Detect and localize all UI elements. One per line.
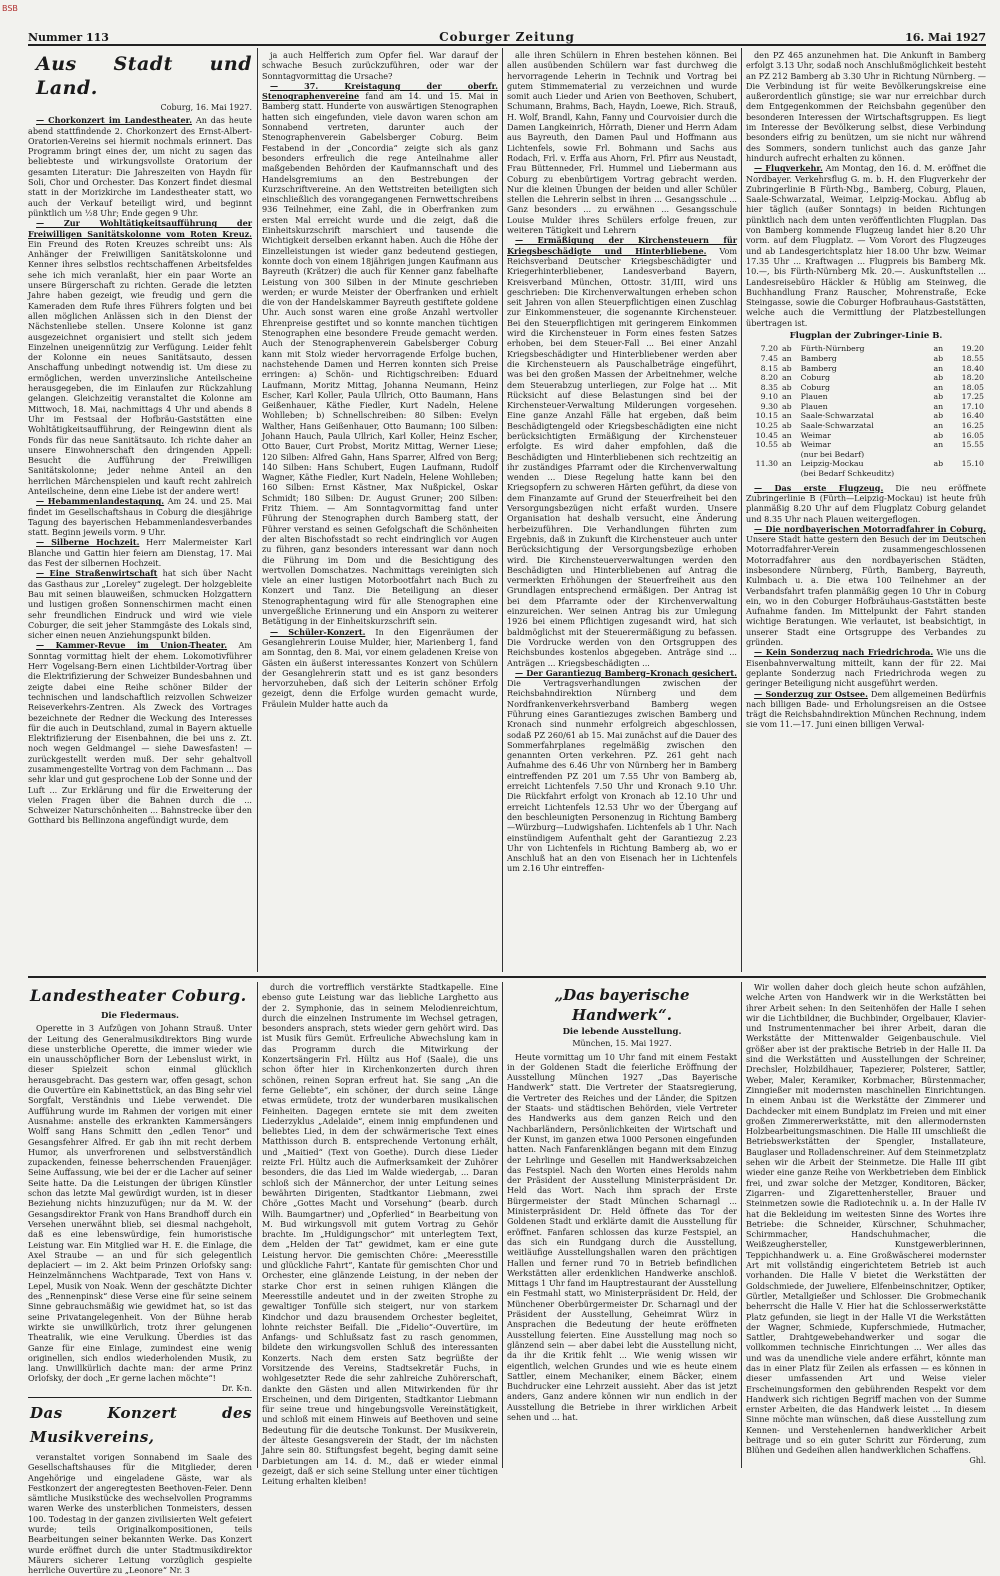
library-stamp: BSB: [2, 4, 18, 13]
article-headline: — Eine Straßenwirtschaft: [36, 568, 158, 579]
flugplan-table: [746, 344, 986, 478]
music-club-text: veranstaltet vorigen Sonnabend im Saale des Gesellschaftshauses für die Mitglieder, deren Angehörige und eingeladene Gäste, war als Festkonzert der angeregtesten Beethoven-Feier. Denn sämtliche Musikstücke des wechselvollen Programms waren Werke des unsterblichen Tonmeisters, dessen 100. Todestag in der ganzen zivilisierten Welt gefeiert wurde; teils Originalkompositionen, teils Bearbeitungen seiner bekannten Werke. Das Konzert wurde eröffnet durch die unter Stadtmusikdirektor Mäurers sicherer Leitung vorzüglich gespielte herrliche Ouvertüre zu „Leonore“ Nr. 3: [28, 1451, 252, 1576]
flugplan-row: [746, 364, 986, 374]
theater-review: [28, 982, 252, 1576]
column-3: [507, 50, 737, 972]
article-headline: — Kein Sonderzug nach Friedrichroda.: [754, 647, 934, 658]
article-divider: [28, 1397, 252, 1398]
flugplan-row: [746, 354, 986, 364]
article-text: fand am 14. und 15. Mai in Bamberg statt. Hunderte von auswärtigen Stenographen hatten sich eingefunden, viele davon waren schon am Sonnabend vertreten, darunter auch der Stenographenverein Gabelsberger Coburg. Beim Festabend in der „Concordia“ zeigte sich als ganz besonders erfreulich die rege Anteilnahme aller maßgebenden Behörden der Kaufmannschaft und des Handelsgremiums an den Bestrebungen der Kurzschriftvereine. An den Wettstreiten beteiligten sich einschließlich des vorangegangenen Fernwettschreibens 936 Teilnehmer, eine Zahl, die in Oberfranken zum ersten Mal erreicht wurde und die zeigt, daß die Einheitskurzschrift marschiert und tausende die Wichtigkeit derselben erkannt haben. Auch die Höhe der Einzelleistungen ist wieder ganz bedeutend gestiegen, konnte doch von einem 18jährigen jungen Kaufmann aus Bayreuth (Krätzer) die auch für Kenner ganz fabelhafte Leistung von 300 Silben in der Minute geschrieben werden; er wurde Meister der Oberfranken und erhielt die von der Handelskammer Bayreuth gestiftete goldene Uhr. Auch sonst waren eine große Anzahl wertvoller Ehrenpreise gestiftet und so konnte manchen tüchtigen Stenographen eine besondere Freude gemacht werden. Auch der Stenographenverein Gabelsberger Coburg kann mit Stolz wieder hervorragende Erfolge buchen, nachstehende Damen und Herren konnten sich Preise erringen: a) Schön- und Richtigschreiben: Eduard Laufmann, Moritz Mittag, Johanna Neumann, Heinz Escher, Karl Koller, Paula Ullrich, Otto Baumann, Hans Geißenhauer, Käthe Fiedler, Kurt Nadeln, Helene Wohlleben; b) Schnellschreiben: 80 Silben: Evelyn Walther, Hans Geißenhauer, Otto Baumann; 100 Silben: Johann Hauch, Paula Ullrich, Karl Koller, Heinz Escher, Otto Bauer, Curt Probst, Moritz Mittag, Werner Liese; 120 Silben: Alfred Gahn, Hans Sparrer, Alfred von Berg; 140 Silben: Hans Schubert, Eugen Laufmann, Rudolf Wagner, Käthe Fiedler, Kurt Nadeln, Helene Wohlleben; 160 Silben: Ernst Kästner, Max Nußpickel, Oskar Schmidt; 180 Silben: Dr. August Gruner; 200 Silben: Fritz Thiem. — Am Sonntagvormittag fand unter Führung der Stenographen durch Bamberg statt, der Führer verstand es seinen Gefolgschaft die Schönheiten der alten Bischofsstadt so recht eindringlich vor Augen zu führen, ganz besonders interessant war dann noch die Führung im Dom und die Besichtigung des wertvollen Domschatzes. Nachmittags vereinigten sich viele an einer lustigen Motorbootfahrt nach Buch zu Konzert und Tanz. Die Beteiligung an dieser Stenographentagung wird für alle Stenographen eine unvergeßliche Erinnerung und ein Ansporn zu weiterer Betätigung in der Einheitskurzschrift sein.: [262, 91, 498, 627]
flugplan-title: Flugplan der Zubringer-Linie B.: [789, 331, 943, 342]
flugplan-arr-label: [932, 450, 951, 460]
concert-text: durch die vortrefflich verstärkte Stadtkapelle. Eine ebenso gute Leistung war das liebliche Larghetto aus der 2. Symphonie, das in seinem Melodienreichtum, durch die einzelnen Instrumente im Wechsel getragen, besonders ansprach, stets wieder gern gehört wird. Das ist Musik fürs Gemüt. Erfreuliche Abwechslung kam in das Programm durch die Mitwirkung der Konzertsängerin Frl. Hültz aus Hof (Saale), die uns schon öfter hier in Kirchenkonzerten durch ihren schönen, reinen Sopran erfreut hat. Sie sang „An die ferne Geliebte“, ein schöner, der durch seine Länge etwas ermüdete, trotz der wunderbaren musikalischen Feinheiten. Dagegen erntete sie mit dem zweiten Liederzyklus „Adelaide“, einem innig empfundenen und beliebtes Lied, in dem der schwärmerische Text eines Matthisson durch B. entsprechende Vertonung erhält, und „Maitied“ (Text von Goethe). Durch diese Lieder reizte Frl. Hültz auch die Aufmerksamkeit der Zuhörer besonders, die das Lied im Walde wiedergab, ... Daran schloß sich der Männerchor, der unter Leitung seines bewährten Dirigenten, Stadtkantor Liebmann, zwei Chöre „Gottes Macht und Vorsehung“ (bearb. durch Wilh. Baumgartner) und „Opferlied“ in Bearbeitung von M. Bud wirkungsvoll mit gutem Vortrag zu Gehör brachte. Im „Huldigungschor“ mit unterlegtem Text, dem „Helden der Tat“ gewidmet, kam er eine gute Leistung hervor. Die gemischten Chöre: „Meeresstille und glückliche Fahrt“, Kantate für gemischten Chor und Orchester, eine glänzende Leistung, in der neben der starke Chor erst in seinen ruhigen Klängen die Meeresstille andeutet und in der zweiten Strophe zu gewaltiger Tonfülle sich steigert, nur von starkem Kindchor und dazu brausendem Orchester begleitet, lohnte reichster Beifall. Die „Fidelio“-Ouvertüre, im Anfangs- und Schlußsatz fast zu rasch genommen, bildete den wirkungsvollen Schluß des interessanten Konzerts. Nach dem ersten Satz begrüßte der Vorsitzende des Vereins, Stadtsekretär Fuchs, in wohlgesetzter Rede die sehr zahlreiche Zuhörerschaft, dankte den Gästen und allen Mitwirkenden für ihr Erscheinen, und dem Dirigenten, Stadtkantor Liebmann für seine treue und hingebungsvolle Vereinstätigkeit, und schloß mit einem Hinweis auf Beethoven und seine Bedeutung für die deutsche Tonkunst. Der Musikverein, der älteste Gesangsverein der Stadt, der im nächsten Jahre sein 80. Stiftungsfest begeht, beging damit seine Darbietungen am 14. d. M., daß er wieder einmal gezeigt, daß er sich seine Stellung unter einer tüchtigen Leitung erhalten kleiben!: [262, 982, 498, 1487]
flugplan-place: Coburg: [800, 382, 830, 392]
dateline: Coburg, 16. Mai 1927.: [160, 103, 252, 112]
article-headline: — Die nordbayerischen Motorradfahrer in Coburg.: [754, 523, 986, 534]
flugplan-arr-label: an: [933, 363, 944, 373]
flugplan-dep: 7.45: [760, 353, 778, 363]
article-headline: — Der Garantiezug Bamberg–Kronach gesichert.: [515, 667, 737, 678]
flugplan-row: [746, 344, 986, 354]
article-headline: — Kammer-Revue im Union-Theater.: [36, 640, 228, 651]
article-headline: — Schüler-Konzert.: [270, 626, 366, 637]
handwerk-signature: Ghl.: [969, 1455, 986, 1465]
handwerk-dateline: München, 15. Mai 1927.: [572, 1039, 672, 1049]
article-text: Wie uns die Eisenbahnverwaltung mitteilt, kann der für 22. Mai geplante Sonderzug nach Friedrichroda wegen zu geringer Beteiligung nicht ausgeführt werden.: [746, 647, 987, 689]
article-paragraph: [746, 524, 986, 648]
column-2: [262, 50, 498, 972]
flugplan-place: Bamberg: [800, 363, 837, 373]
flugplan-dep: 9.30: [760, 401, 778, 411]
article-text: Herr Malermeister Karl Blanche und Gattin hier feiern am Dienstag, 17. Mai das Fest der silbernen Hochzeit.: [28, 537, 252, 569]
newspaper-page: [28, 28, 987, 1576]
flugplan-dep: 10.55: [755, 440, 778, 450]
flugplan-fromto: an: [782, 392, 792, 402]
article-text: Ein Freund des Roten Kreuzes schreibt uns: Als Anhänger der Freiwilligen Sanitätskolonne und Kenner ihres selbstlos rechtschaffenen Arbeitsfeldes sehe ich mich veranlaßt, hier ein paar Worte an unsere Bürgerschaft zu richten. Gerade die letzten Jahre haben gezeigt, wie freudig und gern die Kameraden dem Rufe ihres Führers folgten und bei allen möglichen Anlässen sich in den Dienst der Nächstenliebe stellen. Unsere Kolonne ist ganz ausgezeichnet organisiert und stellt sich jedem Einzelnen uneigennützig zur Verfügung. Leider fehlt der Kolonne ein neues Sanitätsauto, dessen Anschaffung unbedingt notwendig ist. Um diese zu ermöglichen, werden unverzinsliche Anteilscheine herausgegeben, die im Einlaufen zur Rückzahlung gelangen. Gleichzeitig veranstaltet die Kolonne am Mittwoch, 18. Mai, nachmittags 4 Uhr und abends 8 Uhr im Festsaal der Hofbräu-Gaststätten eine Wohltätigkeitsaufführung, der Reingewinn dient als Fonds für das neue Sanitätsauto. Ich richte daher an unsere Einwohnerschaft den dringenden Appell: Besucht die Aufführung der Freiwilligen Sanitätskolonne; jeder nehme Anteil an den herrlichen Märchenspielen und kauft recht zahlreich Anteilscheine, denn eine Liebe ist der andere wert!: [28, 238, 252, 496]
flugplan-row: [746, 373, 986, 383]
flugplan-row: [746, 392, 986, 402]
column-rule: [257, 48, 258, 972]
column-4: [746, 50, 986, 972]
article-paragraph: [262, 50, 498, 81]
flugplan-place: Saale-Schwarzatal: [800, 411, 874, 421]
flugplan-dep: 8.20: [760, 373, 778, 383]
flugplan-arr: 18.20: [961, 373, 984, 383]
flugplan-dep: 8.15: [760, 363, 778, 373]
flugplan-row: [746, 402, 986, 412]
flugplan-row: [746, 450, 986, 460]
flugplan-fromto: [780, 450, 799, 460]
article-paragraph: [746, 647, 986, 688]
article-headline: — 37. Kreistagung der oberfr. Stenographenvereine: [262, 80, 498, 102]
flugplan-dep: 9.10: [760, 392, 778, 402]
article-text: Am Sonntag vormittag hielt der ehem. Lokomotivführer Herr Vogelsang-Bern einen Lichtbilder-Vortrag über die Elektrifizierung der Schweizer Bundesbahnen und zeigte dabei eine Reihe schöner Bilder der technischen und landschaftlich reizvollen Schweizer Reiseverkehrs-Zentren. Als Zweck des Vortrages bezeichnete der Redner die Weckung des Interesses für die auch in Deutschland, zumal in Bayern aktuelle Elektrifizierung der Eisenbahnen, die bei uns z. Zt. noch wegen Geldmangel — siehe Dawesfasten! — zurückgestellt werden muß. Der sehr gehaltvoll zusammengestellte Vortrag von dem Fachmann ... Das sehr klar und gut gesprochene Lob der Sonne und der Luft ... Zur Erklärung und für die Erweiterung der vielen Fragen über die Bahnen durch die ... Schweizer Naturschönheiten ... Bahnstrecke über den Gotthard bis Bellinzona angefündigt wurde, dem: [28, 640, 252, 826]
article-text: hat sich über Nacht das Gasthaus zur „Loreley“ zugelegt. Der holzgebleite Bau mit seinen blauweißen, schmucken Holzgattern und lustigen großen Sonnenschirmen macht einen sehr freundlichen Eindruck und wird wie viele Coburger, die seit jeher Stammgäste des Lokals sind, sicher einen neuen Anziehungspunkt bilden.: [28, 568, 252, 641]
flugplan-dep: 11.30: [755, 459, 778, 469]
article-text: Unsere Stadt hatte gestern den Besuch der im Deutschen Motorradfahrer-Verein zusammengeschlossenen Motorradfahrer aus den nordbayerischen Städten, insbesondere Nürnberg, Fürth, Bamberg, Bayreuth, Kulmbach u. a. Die etwa 100 Teilnehmer an der Verbandsfahrt trafen planmäßig gegen 10 Uhr in Coburg ein, wo in den Coburger Hofbräuhaus-Gaststätten beste Aufnahme fanden. Im Mittelpunkt der Fahrt standen wichtige Beratungen. Wie verlautet, ist beabsichtigt, in unserer Stadt eine Ortsgruppe des Verbandes zu gründen.: [746, 534, 986, 648]
theater-subtitle: Die Fledermaus.: [101, 1011, 179, 1021]
article-paragraph: [28, 537, 252, 568]
flugplan-arr: 18.05: [961, 382, 984, 392]
flugplan-arr-label: ab: [933, 392, 944, 402]
flugplan-place: Weimar: [800, 440, 831, 450]
flugplan-place: Leipzig-Mockau: [800, 459, 864, 469]
article-paragraph: [262, 627, 498, 709]
article-text: Die Vertragsverhandlungen zwischen der Reichsbahndirektion Nürnberg und dem Nordfrankenverkehrsverband Bamberg wegen Führung eines Garantiezuges zwischen Bamberg und Kronach sind nunmehr erfolgreich abgeschlossen, sodaß PZ 260/61 ab 15. Mai zunächst auf die Dauer des Sommerfahrplanes regelmäßig zwischen den genannten Orten verkehren. PZ. 261 geht nach Aufnahme des 6.46 Uhr von Nürnberg her in Bamberg eintreffenden PZ 201 um 7.55 Uhr von Bamberg ab, erreicht Lichtenfels 7.50 Uhr und Kronach 9.10 Uhr. Die Rückfahrt erfolgt von Kronach ab 12.10 Uhr und erreicht Lichtenfels 12.53 Uhr wo der Übergang auf den beschleunigten Personenzug in Richtung Bamberg—Würzburg—Ludwigshafen. Lichtenfels ab 1 Uhr. Nach einstündigem Aufenthalt geht der Garantiezug 2.23 Uhr von Lichtenfels in Richtung Bamberg ab, wo er Anschluß hat an den von Eisenach her in Lichtenfels um 2.16 Uhr eintreffen-: [507, 678, 737, 874]
flugplan-fromto: an: [782, 411, 792, 421]
theater-signature: Dr. K-n.: [221, 1383, 252, 1393]
flugplan-arr-label: an: [933, 440, 944, 450]
article-paragraph: [28, 496, 252, 537]
issue-number: Nummer 113: [28, 31, 109, 44]
flugplan-fromto: an: [782, 373, 792, 383]
flugplan-arr-label: ab: [933, 411, 944, 421]
article-text: ja auch Helfferich zum Opfer fiel. War darauf der schwache Besuch zurückzuführen, oder war der Sonntagvormittag die Ursache?: [262, 50, 498, 81]
flugplan-row: [746, 459, 986, 469]
article-paragraph: [746, 483, 986, 524]
flugplan-row: [746, 431, 986, 441]
flugplan-dep: [746, 469, 780, 479]
flugplan-arr: 18.40: [961, 363, 984, 373]
flugplan-row: [746, 421, 986, 431]
flugplan-place: Fürth-Nürnberg: [800, 344, 865, 354]
flugplan-place: Plauen: [800, 392, 828, 402]
flugplan-dep: [746, 450, 780, 460]
music-club-title: Das Konzert des Musikvereins,: [30, 1403, 252, 1446]
flugplan-fromto: an: [782, 353, 792, 363]
article-headline: — Das erste Flugzeug.: [754, 482, 884, 493]
flugplan-arr-label: an: [933, 382, 944, 392]
flugplan-arr-label: an: [933, 344, 944, 354]
flugplan-row: [746, 469, 986, 479]
column-rule: [741, 48, 742, 972]
flugplan-fromto: ab: [782, 440, 792, 450]
article-paragraph: [28, 115, 252, 218]
flugplan-arr: 18.55: [961, 353, 984, 363]
concert-continued: [262, 982, 498, 1487]
article-paragraph: [28, 568, 252, 640]
flugplan-dep: 10.45: [755, 430, 778, 440]
handwerk-text: Heute vormittag um 10 Uhr fand mit einem Festakt in der Goldenen Stadt die feierliche Eröffnung der Ausstellung München 1927 „Das Bayerische Handwerk“ statt. Die Vertreter der Staatsregierung, die Vertreter des Reiches und der Länder, die Spitzen der Staats- und städtischen Behörden, viele Vertreter des Handwerks aus dem ganzen Reich und den Nachbarländern, Persönlichkeiten der Wirtschaft und der Kunst, im ganzen etwa 1000 Personen eingefunden hatten. Nach Fanfarenklängen begann mit dem Einzug der Lehrlinge und Gesellen mit Handwerksabzeichen das Festspiel. Nach den Worten eines Herolds nahm der Präsident der Ausstellung Ministerpräsident Dr. Held das Wort. Nach ihm sprach der Erste Bürgermeister der Stadt München Scharnagl ... Ministerpräsident Dr. Held öffnete das Tor der Goldenen Stadt und erklärte damit die Ausstellung für eröffnet. Fanfaren schlossen das kurze Festspiel, an das sich ein Rundgang durch die Ausstellung, weitläufige Ausstellungshallen waren den prächtigen Hallen und ferner rund 70 in Betrieb befindlichen Werkstätten aller erdenklichen Handwerke anschloß. Mittags 1 Uhr fand im Hauptrestaurant der Ausstellung ein Festmahl statt, wo Ministerpräsident Dr. Held, der Münchener Oberbürgermeister Dr. Scharnagl und der Präsident der Ausstellung, Geheimrat Würz in Ansprachen die Bedeutung der heute eröffneten Ausstellung feierten. Eine Ausstellung mag noch so glänzend sein — aber dabei lebt die Ausstellung nicht, da ihr die Kritik fehlt ... Wie wenig wissen wir eigentlich, welchen Grundes und wie es heute einem Sattler, einem Mechaniker, einem Bäcker, einem Buchdrucker eine Lehrzeit aussieht. Aber das ist jetzt anders, Ganz andere können wir nun endlich in der Ausstellung die Betriebe in ihrer wirklichen Arbeit sehen und ... hat.: [507, 1051, 737, 1422]
flugplan-place: Weimar: [800, 430, 831, 440]
newspaper-name: Coburger Zeitung: [439, 30, 575, 44]
flugplan-arr: 16.25: [961, 421, 984, 431]
flugplan-place: Saale-Schwarzatal: [800, 421, 874, 431]
handwerk-article-continued: [746, 982, 986, 1468]
column-rule: [741, 982, 742, 1468]
column-rule: [502, 982, 503, 1468]
article-headline: — Ermäßigung der Kirchensteuern für Kriegsbeschädigte und Hinterbliebene.: [507, 235, 737, 256]
flugplan-place: Plauen: [800, 401, 828, 411]
flugplan-dep: 10.15: [755, 411, 778, 421]
article-paragraph: [746, 50, 986, 163]
article-paragraph: [28, 640, 252, 825]
section-title: Aus Stadt und Land.: [36, 53, 252, 99]
article-text: Am 24. und 25. Mai findet im Gesellschaftshaus in Coburg die diesjährige Tagung des bayerischen Hebammenlandesverbandes statt. Beginn jeweils vorm. 9 Uhr.: [28, 496, 252, 538]
flugplan-arr: 15.55: [961, 440, 984, 450]
flugplan-dep: 10.25: [755, 421, 778, 431]
flugplan-arr-label: ab: [933, 430, 944, 440]
article-text: Die neu eröffnete Zubringerlinie B (Fürth—Leipzig-Mockau) ist heute früh planmäßig 8.20 Uhr auf dem Flugplatz Coburg gelandet und 8.35 Uhr nach Plauen weitergeflogen.: [746, 482, 986, 524]
flugplan-arr: [950, 469, 986, 479]
issue-date: 16. Mai 1927: [905, 31, 986, 44]
theater-title: Landestheater Coburg.: [30, 986, 247, 1005]
flugplan-place: (bei Bedarf Schkeuditz): [800, 469, 895, 479]
article-text: Vom Reichsverband Deutscher Kriegsbeschädigter und Kriegerhinterbliebener, Landesverband Bayern, Kreisverband München, Ottostr. 31/III, wird uns geschrieben: Die Kirchenverwaltungen erheben schon seit Jahren von allen Steuerpflichtigen einen Zuschlag zur Einkommensteuer, die sogenannte Kirchensteuer. Bei den Steuerpflichtigen mit geringerem Einkommen wird die Kirchensteuer in Form eines festen Satzes erhoben, bei dem Steuer-Fall ... Bei einer Anzahl Kriegsbeschädigter und Hinterbliebener werden aber die Kirchensteuern als Pauschalbeträge eingeführt, was bei den großen Massen der Arbeitnehmer, welche dem Steuerabzug unterliegen, zur Folge hat ... Mit Rücksicht auf diese Belastungen sind bei der Kirchensteuer-Verwaltung Milderungen vorgesehen. Eine ganze Anzahl Fälle hat ergeben, daß beim Beschädigtengeld oder Kriegsbeschädigten eine nicht berücksichtigten Ermäßigung der Kirchensteuer erfolgte. Es wird daher empfohlen, daß die Beschädigten und Hinterbliebenen sich rechtzeitig an ihr zuständiges Pfarramt oder die Kirchenverwaltung wenden ... Diese Regelung hatte kann bei den Kriegsopfern zu schweren Härten geführt, da diese von dem Finanzamte auf Grund der Steuerfreiheit bei den Versorgungsbezügen nicht erfaßt wurden. Unsere Organisation hat deshalb versucht, eine Änderung herbeizuführen. Die Verhandlungen führten zum Ergebnis, daß in Zukunft die Kirchensteuer auch unter Berücksichtigung der Versorgungsbezüge erhoben wird. Die Kirchensteuerverwaltungen werden den Beschädigten und Hinterbliebenen auf Antrag die vermerkten Erhöhungen der Steuerfreiheit aus den Grundlagen entsprechend ermäßigen. Der Antrag ist bei dem Pfarramte oder der Kirchenverwaltung einzureichen. Wer seinen Antrag bis zur Umlegung 1926 bei einem Pflichtigen zugesandt wird, hat sich baldmöglichst mit der Steuerermäßigung zu befassen. Die Vordrucke werden von den Ortsgruppen des Reichsbundes kostenlos abgegeben. Anträge sind ... Anträgen ... Kriegsbeschädigten ...: [507, 245, 737, 668]
theater-text: Operette in 3 Aufzügen von Johann Strauß. Unter der Leitung des Generalmusikdirektors Bing wurde diese unsterbliche Operette, die immer wieder wie ein unausschöpflicher Born der Lebenslust wirkt, in dieser Spielzeit schon einmal glücklich herausgebracht. Das gestern war, offen gesagt, schon die Ouvertüre ein Kabinettstück, an das Bing sehr viel Sorgfalt, Verständnis und Liebe verwendet. Die Aufführung wurde im Rahmen der vorigen mit einer Ausnahme: anstelle des erkrankten Kammersängers Wolff sang Hans Schmitt den „edlen Tenor“ und Gesangsfehrer Alfred. Er gab ihn mit recht derbem Humor, als unverfrorenen und selbstverständlich zupackenden, feinesse beherrschenden Frauenjäger. Seine Auffassung, wie bei der er die Lacher auf seiner Seite hatte. Da die Leistungen der übrigen Künstler schon das letzte Mal gewürdigt wurden, ist in dieser Beziehung nichts hinzuzufügen; nur da M. W. der Gesangsdirektor Frank von Hans Brandhoff durch ein Versehen unerwähnt blieb, sei diesmal nachgeholt, daß es eine lebenswürdige, fein humoristische Leistung war. Ein Mitglied war H. E. die Einlage, die Axel Straube — an und für sich gelegentlich deplaciert — im 2. Akt beim Prinzen Orlofsky sang: Heinzelmännchens Wachtparade, Text von Hans v. Lepel, Musik von Noak. Wenn der geschätzte Dichter des „Rennenpinsk“ diese Verse eine für seine seinem Sinne gebrauchsmäßig wie gewidmet hat, so ist das seine Privatangelegenheit. Von der Bühne herab wirkte sie unwillkürlich, trotz ihrer gelungenen Theatralik, wie eine Verulkung. Überdies ist das Ganze für eine Einlage, zumindest eine wenig originellen, sich endlos wiederholenden Musik, zu lang. Unwillkürlich dachte man: der arme Prinz Orlofsky, der doch „Er gerne lachen möchte“!: [28, 1023, 252, 1384]
article-paragraph: [262, 81, 498, 627]
flugplan-arr: 19.20: [961, 344, 984, 354]
flugplan-arr: 17.25: [961, 392, 984, 402]
flugplan-arr-label: [932, 469, 951, 479]
flugplan-fromto: an: [782, 459, 792, 469]
flugplan-fromto: [780, 469, 799, 479]
article-text: An das heute abend stattfindende 2. Chorkonzert des Ernst-Albert-Oratorien-Vereins sei hiermit nochmals erinnert. Das Programm bringt eines der, um nicht zu sagen das beliebteste und wirkungsvollste Oratorium der gesamten Literatur: Die Jahreszeiten von Haydn für Soli, Chor und Orchester. Das Konzert findet diesmal statt in der Morizkirche im Landestheater statt, wo auch der Verkauf beteiligt wird, und beginnt pünktlich um ½8 Uhr; Ende gegen 9 Uhr.: [28, 115, 253, 218]
handwerk-text-2: Wir wollen daher doch gleich heute schon aufzählen, welche Arten von Handwerk wir in die Werkstätten bei ihrer Arbeit sehen: In den Seitenhöfen der Halle I sehen wir die Lichtbildner, die Buchbinder, Orgelbauer, Klavier- und Instrumentenmacher bei ihrer Arbeit, daran die Werkstätte der Mittenwalder Geigenbauschule. Viel größer aber ist der praktische Betrieb in der Halle II. Da sind die Werkstätten und Ausstellungen der Schreiner, Drechsler, Holzbildhauer, Tapezierer, Polsterer, Sattler, Weber, Maler, Keramiker, Korbmacher, Bürstenmacher, Zinngießer mit modernsten maschinellen Einrichtungen. In einem Anbau ist die Werkstätte der Zimmerer und Dachdecker mit einem Bundplatz im Freien und mit einer großen Zimmererwerkstätte, mit den allermodernsten Holzbearbeitungsmaschinen. Die Halle III umschließt die Betriebswerkstätten der Spengler, Installateure, Bauglaser und Rolladenschreiner. Auf dem Steinmetzplatz sehen wir die Arbeit der Steinmetze. Die Halle III gibt wieder eine ganze Reihe von Werkbetrieben dem Einblick frei, und zwar solche der Metzger, Konditoren, Bäcker, Zigarren- und Zigarettenhersteller, Brauer und Steinmetzen sowie die Radiotechnik u. a. In der Halle IV hat die Bekleidung im weitesten Sinne des Wortes ihre Betriebe: die Schneider, Kürschner, Schuhmacher, Schirmmacher, Handschuhmacher, die Weißzeughersteller, Kunstgewerblerinnen, Teppichhandwerk u. a. Eine Großwäscherei modernster Art mit vollständig eingerichtetem Betrieb ist auch vorhanden. Die Halle V bietet die Werkstätten der Goldschmiede, der Juweliere, Elfenbeinschnitzer, Optiker, Gürtler, Metallgießer und Schlosser. Die Grobmechanik beherrscht die Halle V. Hier hat die Schlosserwerkstätte Platz gefunden, sie liegt in der Halle VI die Werkstätten der Wagner, Schmiede, Kupferschmiede, Hutmacher, Sattler, Drahtgewebehandwerker und sogar die vollkommen technische Einrichtungen ... Wer alles das und was da unendliche viele andere erfährt, könnte man das in einer Platz für Zeilen als erfassen — es können in dieser umfassenden Art und Weise vieler Erscheinungsformen den gebührenden Respekt vor dem Handwerk sich richtigen Begriff machen von der Summe ernster Arbeiten, die das Handwerk leistet ... In diesem Sinne möchte man wünschen, daß diese Ausstellung zum Kennen- und Verstehenlernen handwerklicher Arbeit beitrage und so ein guter Schritt zur Förderung, zum Blühen und Gedeihen allen handwerklichen Schaffens.: [746, 982, 986, 1456]
handwerk-article: [507, 982, 737, 1468]
flugplan-place: Coburg: [800, 373, 830, 383]
article-text: den PZ 465 anzunehmen hat. Die Ankunft in Bamberg erfolgt 3.13 Uhr, sodaß noch Anschlußmöglichkeit besteht an PZ 212 Bamberg ab 3.30 Uhr in Richtung Nürnberg. — Die Verbindung ist für weite Bevölkerungskreise eine außerordentlich günstige; sie war nur erreichbar durch dem Entgegenkommen der Reichsbahn gegenüber den besonderen Interessen der Wirtschaftsgruppen. Es liegt im Interesse der Bevölkerung selbst, diese Verbindung besonders eifrig zu benützen, um sie nicht nur während des Sommers, sondern tunlichst auch das ganze Jahr hindurch aufrecht erhalten zu können.: [746, 50, 986, 163]
handwerk-subtitle: Die lebende Ausstellung.: [562, 1027, 682, 1037]
article-headline: — Zur Wohltätigkeitsaufführung der Freiwilligen Sanitätskolonne vom Roten Kreuz.: [28, 218, 252, 239]
column-rule: [257, 982, 258, 1468]
column-rule: [502, 48, 503, 972]
flugplan-arr: [950, 450, 986, 460]
flugplan-arr: 16.40: [961, 411, 984, 421]
flugplan-arr-label: an: [933, 421, 944, 431]
masthead: [28, 28, 986, 46]
flugplan-arr: 16.05: [961, 430, 984, 440]
article-headline: — Flugverkehr.: [754, 163, 823, 174]
article-headline: — Sonderzug zur Ostsee.: [754, 688, 868, 699]
flugplan-arr-label: an: [933, 401, 944, 411]
article-headline: — Hebammenlandestagung.: [36, 496, 165, 507]
flugplan-fromto: ab: [782, 363, 792, 373]
flugplan-arr-label: ab: [933, 353, 944, 363]
article-paragraph: [746, 163, 986, 328]
flugplan-arr: 17.10: [961, 401, 984, 411]
article-headline: — Silberne Hochzeit.: [36, 537, 140, 548]
article-paragraph: [507, 50, 737, 235]
article-paragraph: [507, 235, 737, 667]
flugplan-fromto: ab: [782, 401, 792, 411]
article-text: alle ihren Schülern in Ehren bestehen können. Bei allen ausübenden Schülern war fast durchweg die hervorragende Leherin in Technik und Vortrag bei gutem Stimmematerial zu verzeichnen und wurde somit auch Lieder und Arien von Beethoven, Schubert, Schumann, Brahms, Bach, Haydn, Loewe, Rich. Strauß, H. Wolf, Brandl, Kahn, Fanny und Courvoisier durch die Damen Langkeinrich, Hörrath, Diener und Herrn Adam aus Bayreuth, den Damen Paul und Hoffmann aus Lichtenfels, sowie Frl. Bohmann und Sachs aus Rodach, Frl. v. Erffa aus Ahorn, Frl. Pfirr aus Neustadt, Frau Büttenneder, Frl. Hummel und Liebermann aus Coburg zu ebenbürtigem Vortrag gebracht werden. Nur die kleinen Übungen der beiden und aller Schüler stellen die Lehrerin selbst in ihren ... Gesangsschule ... Ganz besonders ... zu erwähnen ... Gesangsschule Louise Mulder ihres Schülers erfolge freuen, zur weiteren Tätigkeit und Lehrern: [507, 50, 737, 236]
flugplan-fromto: an: [782, 430, 792, 440]
article-text: In den Eigenräumen der Gesanglehrerin Louise Mulder, hier, Marienberg 1, fand am Sonntag, den 8. Mai, vor einem geladenen Kreise von Gästen ein äußerst interessantes Konzert von Schülern der Gesanglehrerin statt und es ist ganz besonders hervorzuheben, daß sich der Leiterin schöner Erfolg gezeigt, denn die Erfolge wurden gemacht wurde, Fräulein Mulder hatte auch da: [262, 626, 498, 709]
flugplan-fromto: ab: [782, 421, 792, 431]
flugplan-place: Bamberg: [800, 353, 837, 363]
article-text: Dem allgemeinen Bedürfnis nach billigen Bade- und Erholungsreisen an die Ostsee trägt die Reichsbahndirektion München Rechnung, indem sie vom 11.—17. Juni einen billigen Verwal-: [746, 688, 986, 730]
flugplan-place: (nur bei Bedarf): [800, 449, 865, 459]
flugplan-fromto: ab: [782, 382, 792, 392]
flugplan-dep: 7.20: [760, 344, 778, 354]
flugplan-arr: 15.10: [961, 459, 984, 469]
flugplan-arr-label: ab: [933, 373, 944, 383]
flugplan-arr-label: ab: [933, 459, 944, 469]
flugplan-row: [746, 411, 986, 421]
flugplan-fromto: ab: [782, 344, 792, 354]
column-1: [28, 50, 252, 972]
article-paragraph: [28, 218, 252, 496]
article-headline: — Chorkonzert im Landestheater.: [36, 115, 193, 126]
article-paragraph: [746, 689, 986, 730]
flugplan-dep: 8.35: [760, 382, 778, 392]
article-text: Am Montag, den 16. d. M. eröffnet die Nordbayer. Verkehrsflug G. m. b. H. den Flugverkehr der Zubringerlinie B Fürth-Nbg., Bamberg, Coburg, Plauen, Saale-Schwarzatal, Weimar, Leipzig-Mockau. Abflug ab hier täglich (außer Sonntags) in beiden Richtungen pünktlich nach dem unten veröffentlichten Flugplan. Das von Bamberg kommende Flugzeug landet hier 8.20 Uhr vorm. auf dem Flugplatz. — Vom Vorort des Flugzeuges und ab Landesgerichtsplatz hier 18.00 Uhr bzw. Weimar 17.35 Uhr ... Kraftwagen ... Flugpreis bis Bamberg Mk. 10.—, bis Fürth-Nürnberg Mk. 20.—. Auskunftstellen ... Landesreisebüro Häckler & Hüblig am Steinweg, die Buchhandlung Franz Rauscher, Mohrenstraße, Ecke Steingasse, sowie die Coburger Hofbrauhaus-Gaststätten, welche auch die Vermittlung der Platzbestellungen übertragen ist.: [746, 163, 986, 328]
handwerk-title: „Das bayerische Handwerk“.: [554, 986, 690, 1024]
article-paragraph: [507, 668, 737, 874]
flugplan-row: [746, 383, 986, 393]
flugplan-row: [746, 440, 986, 450]
section-divider: [28, 976, 986, 978]
